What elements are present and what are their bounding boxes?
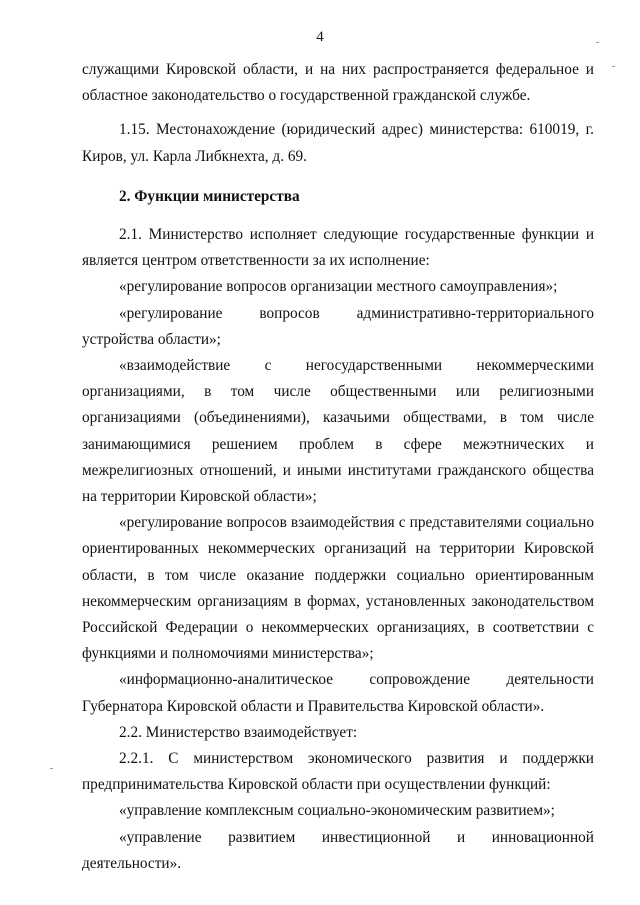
section-heading: 2. Функции министерства <box>119 187 300 205</box>
function-item: «регулирование вопросов организации местного самоуправления»; <box>119 278 558 296</box>
scan-speck <box>612 66 615 67</box>
paragraph-2-1: 2.1. Министерство исполняет следующие государственные функции и является центром ответственности за их исполнение: <box>82 226 594 270</box>
paragraph-2-2: 2.2. Министерство взаимодействует: <box>119 723 358 741</box>
function-item: «информационно-аналитическое сопровождение деятельности Губернатора Кировской области и Правительства Кировской области». <box>82 671 594 715</box>
paragraph-continuation: служащими Кировской области, и на них распространяется федеральное и областное законодательство о государственной гражданской службе. <box>82 61 594 105</box>
scan-speck <box>50 768 53 769</box>
scan-speck <box>596 42 599 43</box>
function-item: «управление комплексным социально-экономическим развитием»; <box>119 802 555 820</box>
function-item: «регулирование вопросов административно-территориального устройства области»; <box>82 304 594 348</box>
document-body <box>82 57 594 877</box>
paragraph-2-2-1: 2.2.1. С министерством экономического развития и поддержки предпринимательства Кировской области при осуществлении функций: <box>82 750 594 794</box>
function-item: «регулирование вопросов взаимодействия с представителями социально ориентированных некоммерческих организаций на территории Кировской области, в том числе оказание поддержки социально ориентированным некоммерческим организациям в формах, установленных законодательством Российской Федерации о некоммерческих организациях, в соответствии с функциями и полномочиями министерства»; <box>82 514 594 663</box>
function-item: «управление развитием инвестиционной и инновационной деятельности». <box>82 828 594 872</box>
paragraph-1-15: 1.15. Местонахождение (юридический адрес) министерства: 610019, г. Киров, ул. Карла Либкнехта, д. 69. <box>82 121 594 165</box>
function-item: «взаимодействие с негосударственными некоммерческими организациями, в том числе общественными или религиозными организациями (объединениями), казачьими обществами, в том числе занимающимися решением проблем в сфере межэтнических и межрелигиозных отношений, и иными институтами гражданского общества на территории Кировской области»; <box>82 357 594 506</box>
page-number: 4 <box>316 29 324 45</box>
